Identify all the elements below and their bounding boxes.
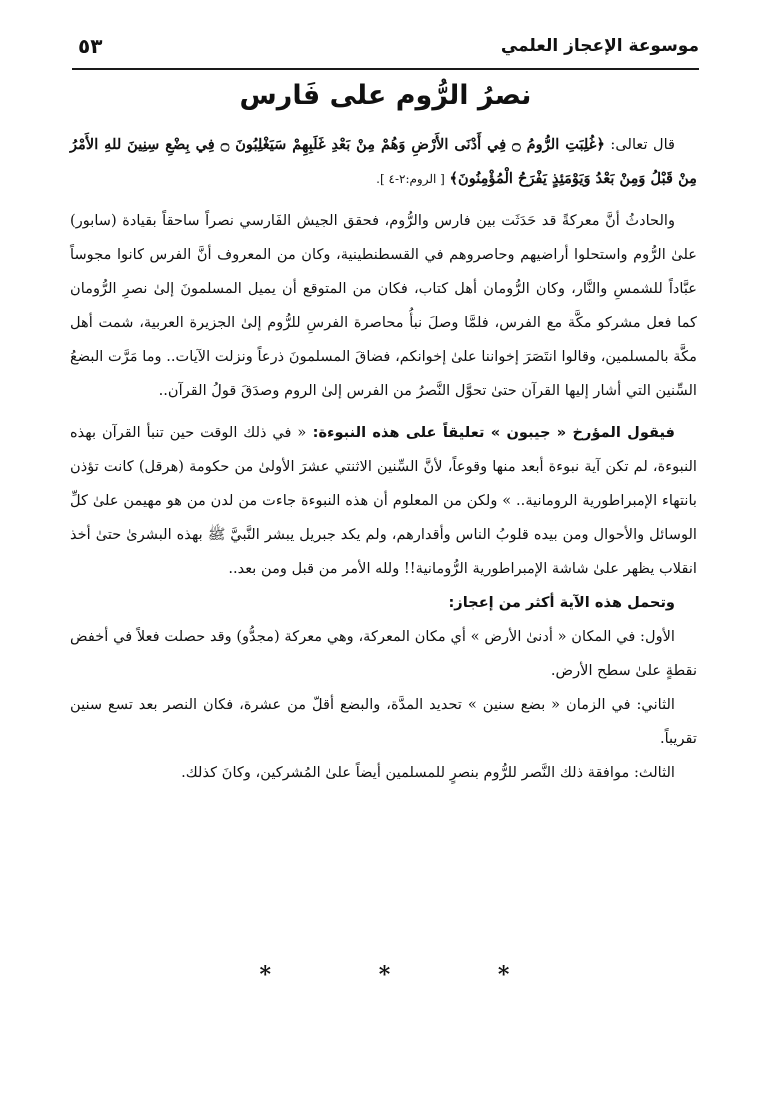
second-miracle: الثاني: في الزمان « بضع سنين » تحديد المدَّة، والبضع أقلّ من عشرة، فكان النصر بعد تسع سنين تقريباً. xyxy=(70,696,697,747)
first-miracle: الأول: في المكان « أدنىٰ الأرض » أي مكان المعركة، وهي معركة (مجدُّو) وقد حصلت فعلاً في أخفض نقطةٍ علىٰ سطح الأرض. xyxy=(70,628,697,679)
third-miracle: الثالث: موافقة ذلك النَّصر للرُّوم بنصرٍ للمسلمين أيضاً علىٰ المُشركين، وكانَ كذلك. xyxy=(181,764,675,781)
separator-star: * xyxy=(497,962,510,988)
section-separator xyxy=(0,962,769,988)
running-title: موسوعة الإعجاز العلمي xyxy=(500,36,699,56)
separator-star: * xyxy=(378,962,391,988)
separator-star: * xyxy=(259,962,272,988)
intro-lead: قال تعالى: xyxy=(604,136,676,153)
miracles-heading: وتحمل هذه الآية أكثر من إعجاز: xyxy=(448,594,675,611)
page-header xyxy=(72,30,699,70)
verse-reference: [ الروم:٢-٤ ]. xyxy=(376,172,445,186)
gibbon-quote: « في ذلك الوقت حين تنبأ القرآن بهذه النبوءة، لم تكن آية نبوءة أبعد منها وقوعاً، لأنَّ السِّنين الاثنتي عشرَ الأولىٰ من حكومة (هرقل) كانت تؤذن بانتهاء الإمبراطورية الرومانية.. » ولكن من المعلوم أن هذه النبوءة جاءت من لدن من هو مهيمن علىٰ كلِّ الوسائل والأحوال ومن بيده قلوبُ الناس وأقدارهم، ولم يكد جبريل يبشر النَّبيَّ ﷺ بهذه البشرىٰ حتىٰ أخذ انقلاب يظهر علىٰ شاشة الإمبراطورية الرُّومانية!! ولله الأمر من قبل ومن بعد.. xyxy=(70,424,697,577)
body-text xyxy=(70,128,697,790)
event-paragraph: والحادثُ أنَّ معركةً قد حَدَثَت بين فارس والرُّوم، فحقق الجيش الفَارسي نصراً ساحقاً بقيادة (سابور) علىٰ الرُّوم واستحلوا أراضيهم وحاصروهم في القسطنطينية، وكان من المعروف أنَّ الفرس كانوا مجوساً عبَّاداً للشمسِ والنَّار، وكان الرُّومان أهل كتاب، فكان من المتوقع أن يميل المسلمونَ إلىٰ نصرِ الرُّومان كما فعل مشركو مكَّة مع الفرس، فلمَّا وصلَ نبأُ محاصرة الفرسِ للرُّوم إلىٰ الجزيرة العربية، شمت أهل مكَّة بالمسلمين، وقالوا انتَصَرَ إخواننا علىٰ إخوانكم، فضاقَ المسلمونَ ذرعاً ونزلت الآيات.. وما مَرَّت البضعُ السِّنين التي أشار إليها القرآن حتىٰ تحوَّل النَّصرُ من الفرس إلىٰ الروم وصدَقَ قولُ القرآن.. xyxy=(70,212,697,399)
page-number: ٥٣ xyxy=(78,34,103,58)
quran-verse: ﴿غُلِبَتِ الرُّومُ ۝ فِي أَدْنَى الأَرْضِ وَهُمْ مِنْ بَعْدِ غَلَبِهِمْ سَيَغْلِبُونَ ۝ فِي بِضْعِ سِنِينَ للهِ الأَمْرُ مِنْ قَبْلُ وَمِنْ بَعْدُ وَيَوْمَئِذٍ يَفْرَحُ الْمُؤْمِنُونَ﴾ xyxy=(70,136,697,187)
chapter-title: نصرُ الرُّوم على فَارس xyxy=(239,80,532,111)
gibbon-lead: فيقول المؤرخ « جيبون » تعليقاً على هذه النبوءة: xyxy=(306,424,675,441)
gibbon-paragraph xyxy=(70,416,697,586)
intro-paragraph xyxy=(70,128,697,196)
